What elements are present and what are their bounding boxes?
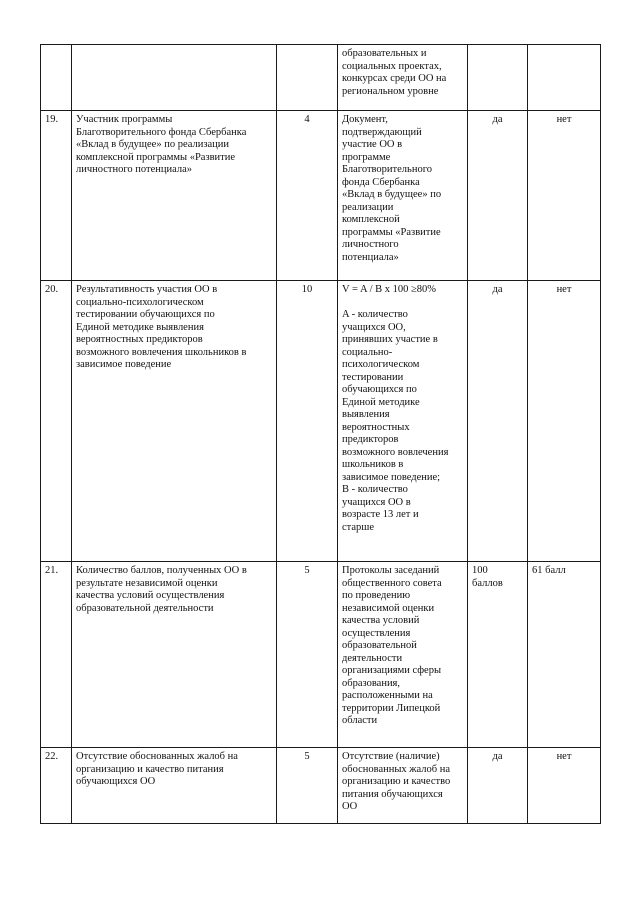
row-number: 20. xyxy=(41,281,72,562)
criterion-points: 5 xyxy=(277,748,338,824)
criterion-name: Участник программы Благотворительного фонда Сбербанка «Вклад в будущее» по реализации комплексной программы «Развитие личностного потенциала» xyxy=(72,111,277,281)
confirming-document: V = A / B x 100 ≥80% A - количество учащихся ОО, принявших участие в социально- психологическом тестировании обучающихся по Единой методике выявления вероятностных предикторов возможного вовлечения школьников в зависимое поведение; B - количество учащихся ОО в возрасте 13 лет и старше xyxy=(338,281,468,562)
row-number: 19. xyxy=(41,111,72,281)
actual-value: 61 балл xyxy=(528,562,601,748)
confirming-document: Документ, подтверждающий участие ОО в программе Благотворительного фонда Сбербанка «Вклад в будущее» по реализации комплексной программы «Развитие личностного потенциала» xyxy=(338,111,468,281)
row-number: 22. xyxy=(41,748,72,824)
confirming-document: Отсутствие (наличие) обоснованных жалоб на организацию и качество питания обучающихся ОО xyxy=(338,748,468,824)
criterion-name: Количество баллов, полученных ОО в результате независимой оценки качества условий осуществления образовательной деятельности xyxy=(72,562,277,748)
criterion-name: Отсутствие обоснованных жалоб на организацию и качество питания обучающихся ОО xyxy=(72,748,277,824)
actual-value: нет xyxy=(528,748,601,824)
max-value xyxy=(468,45,528,111)
criterion-name: Результативность участия ОО в социально-психологическом тестировании обучающихся по Единой методике выявления вероятностных предикторов возможного вовлечения школьников в зависимое поведение xyxy=(72,281,277,562)
criterion-points: 10 xyxy=(277,281,338,562)
table-row xyxy=(41,281,601,562)
max-value: да xyxy=(468,281,528,562)
confirming-document: Протоколы заседаний общественного совета по проведению независимой оценки качества условий осуществления образовательной деятельности организациями сферы образования, расположенными на территории Липецкой области xyxy=(338,562,468,748)
table-row xyxy=(41,45,601,111)
criterion-points: 5 xyxy=(277,562,338,748)
actual-value: нет xyxy=(528,111,601,281)
table-row xyxy=(41,111,601,281)
max-value: да xyxy=(468,111,528,281)
row-number xyxy=(41,45,72,111)
confirming-document: образовательных и социальных проектах, конкурсах среди ОО на региональном уровне xyxy=(338,45,468,111)
criterion-points xyxy=(277,45,338,111)
max-value: да xyxy=(468,748,528,824)
row-number: 21. xyxy=(41,562,72,748)
table-row xyxy=(41,562,601,748)
actual-value xyxy=(528,45,601,111)
criteria-table xyxy=(40,44,601,824)
criterion-name xyxy=(72,45,277,111)
criterion-points: 4 xyxy=(277,111,338,281)
max-value: 100 баллов xyxy=(468,562,528,748)
actual-value: нет xyxy=(528,281,601,562)
table-row xyxy=(41,748,601,824)
